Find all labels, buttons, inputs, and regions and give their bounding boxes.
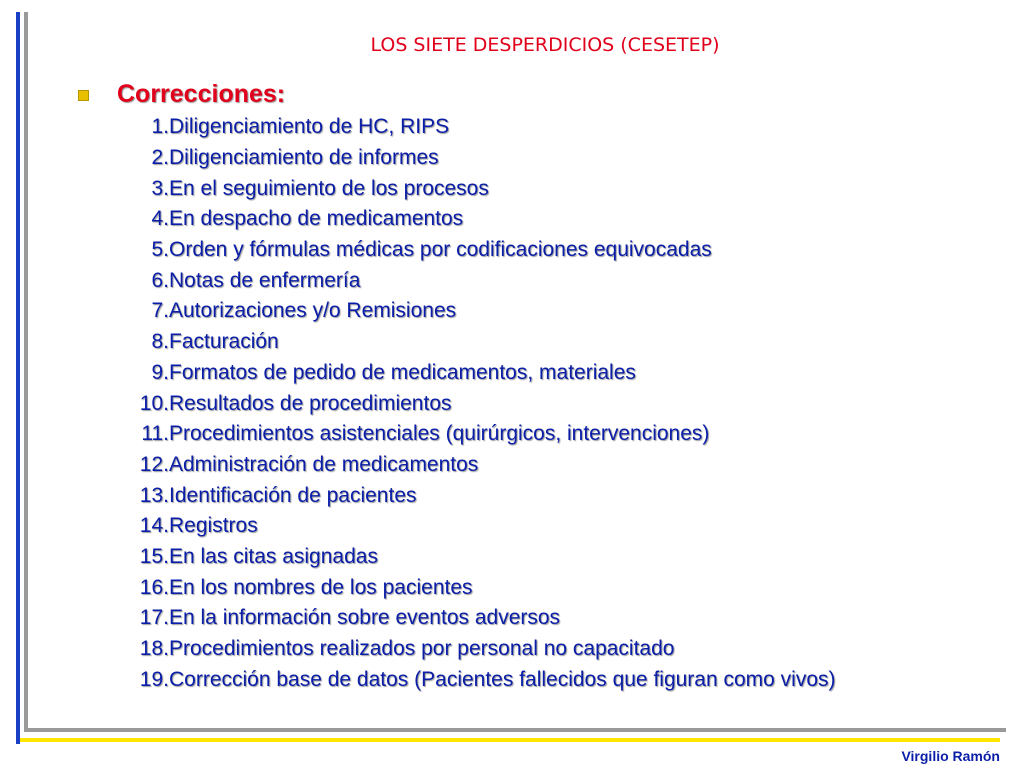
item-text: Procedimientos realizados por personal no capacitado (169, 637, 675, 661)
item-text: Diligenciamiento de informes (169, 146, 439, 170)
item-text: Diligenciamiento de HC, RIPS (169, 115, 450, 139)
square-bullet-icon (78, 90, 89, 101)
item-text: En la información sobre eventos adversos (169, 606, 561, 630)
list-item (120, 204, 836, 235)
item-number: 15. (139, 544, 169, 568)
list-item (120, 572, 836, 603)
bottom-yellow-rule (20, 738, 1000, 742)
item-number: 7. (151, 299, 169, 323)
left-gray-rule (24, 12, 28, 732)
left-blue-rule (16, 12, 20, 744)
list-item (120, 265, 836, 296)
list-item (120, 511, 836, 542)
list-item (120, 388, 836, 419)
item-text: Autorizaciones y/o Remisiones (169, 299, 457, 323)
item-number: 17. (139, 606, 169, 630)
item-text: Facturación (169, 330, 279, 354)
item-number: 11. (141, 422, 169, 446)
item-text: Procedimientos asistenciales (quirúrgicos, intervenciones) (169, 422, 710, 446)
item-number: 9. (151, 360, 169, 384)
list-item (120, 419, 836, 450)
item-number: 1. (151, 115, 169, 139)
item-number: 4. (151, 207, 169, 231)
list-item (120, 603, 836, 634)
item-number: 18. (139, 637, 169, 661)
list-item (120, 143, 836, 174)
item-text: En despacho de medicamentos (169, 207, 464, 231)
item-text: Formatos de pedido de medicamentos, materiales (169, 360, 636, 384)
section-heading (78, 80, 285, 109)
list-item (120, 358, 836, 389)
item-text: Administración de medicamentos (169, 452, 479, 476)
list-item (120, 327, 836, 358)
slide-title: LOS SIETE DESPERDICIOS (CESETEP) (370, 34, 720, 56)
item-text: En el seguimiento de los procesos (169, 176, 489, 200)
item-text: En los nombres de los pacientes (169, 575, 473, 599)
list-item (120, 112, 836, 143)
item-number: 2. (151, 146, 169, 170)
item-number: 5. (151, 238, 169, 262)
list-item (120, 235, 836, 266)
bottom-gray-rule (24, 728, 1006, 732)
item-text: Notas de enfermería (169, 268, 361, 292)
footer-author: Virgilio Ramón (901, 748, 1000, 764)
item-text: Registros (169, 514, 258, 538)
item-text: En las citas asignadas (169, 544, 378, 568)
item-number: 14. (139, 514, 169, 538)
item-number: 3. (151, 176, 169, 200)
list-item (120, 450, 836, 481)
item-number: 8. (151, 330, 169, 354)
list-item (120, 664, 836, 695)
list-item (120, 634, 836, 665)
item-number: 12. (139, 452, 169, 476)
item-text: Corrección base de datos (Pacientes fallecidos que figuran como vivos) (169, 667, 836, 691)
corrections-list (120, 112, 836, 695)
list-item (120, 480, 836, 511)
item-text: Orden y fórmulas médicas por codificaciones equivocadas (169, 238, 712, 262)
list-item (120, 296, 836, 327)
item-number: 19. (139, 667, 169, 691)
list-item (120, 173, 836, 204)
item-number: 10. (139, 391, 169, 415)
item-text: Resultados de procedimientos (169, 391, 452, 415)
list-item (120, 542, 836, 573)
item-number: 13. (139, 483, 169, 507)
section-label: Correcciones: (117, 80, 286, 108)
item-number: 6. (151, 268, 169, 292)
item-number: 16. (139, 575, 169, 599)
item-text: Identificación de pacientes (169, 483, 417, 507)
